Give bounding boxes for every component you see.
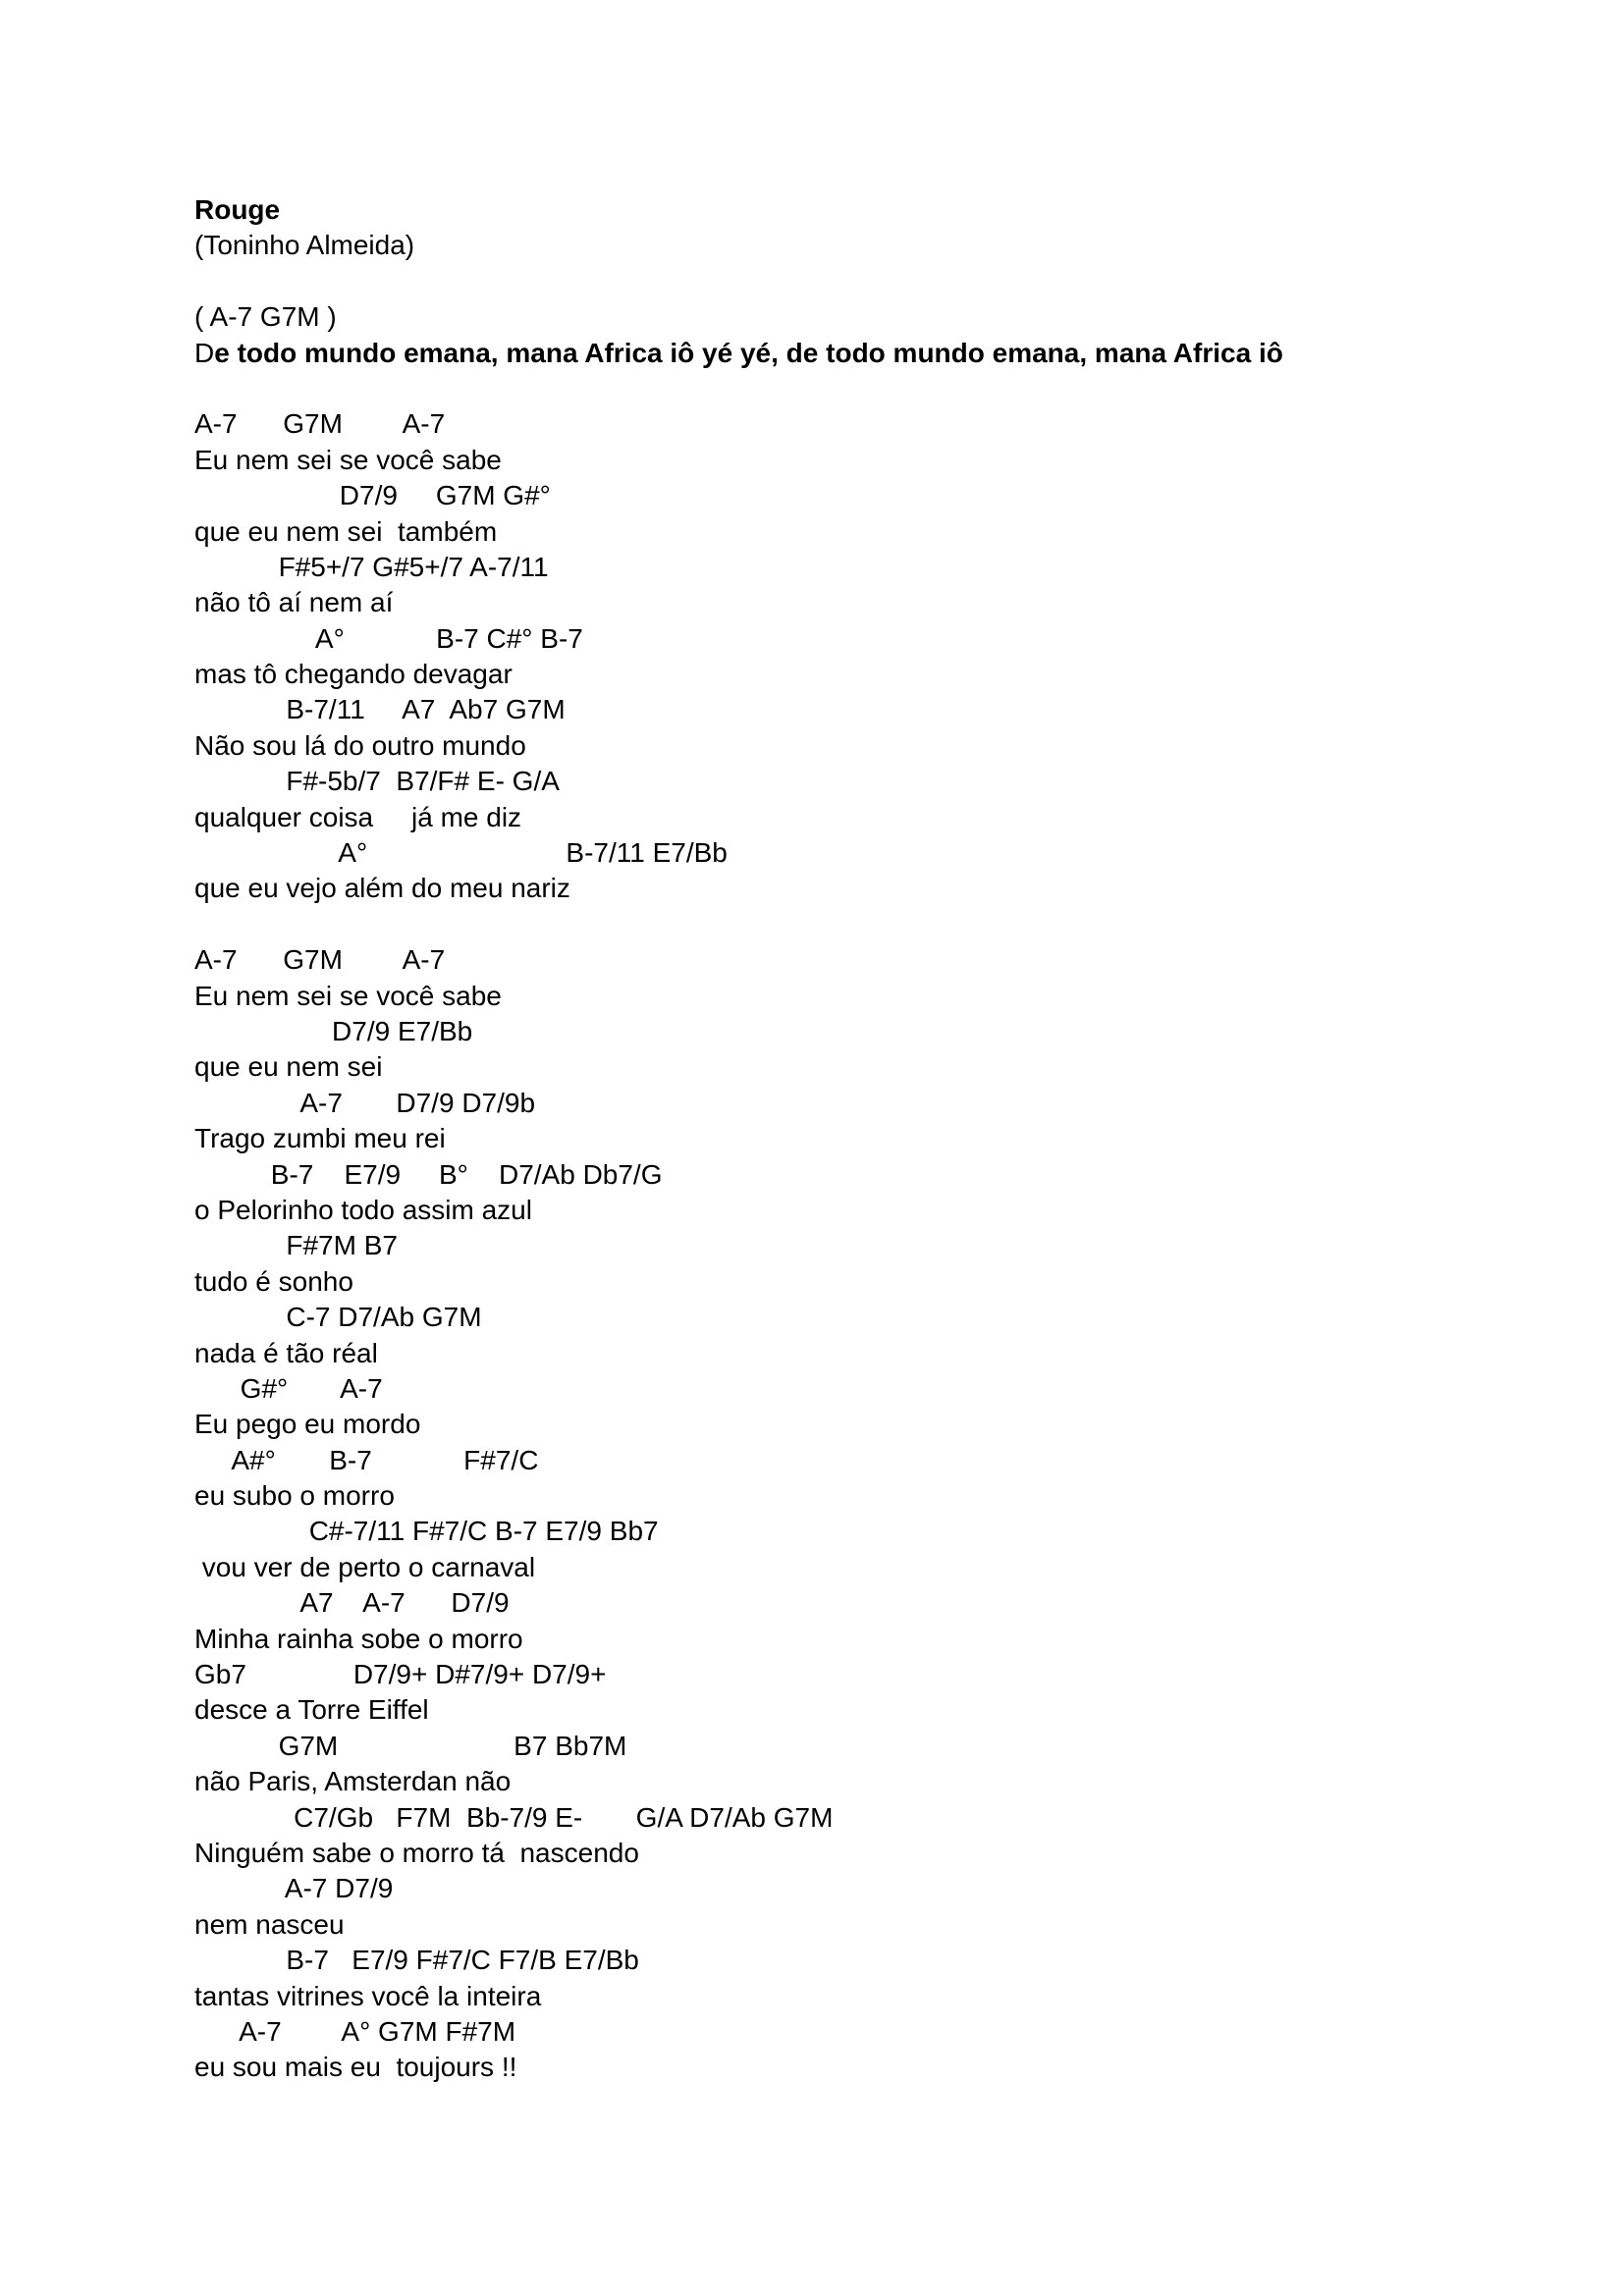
refrain-first-letter: D: [194, 337, 215, 368]
chord-line: F#7M B7: [194, 1230, 398, 1261]
chord-line: D7/9 E7/Bb: [194, 1015, 473, 1046]
chord-line: C#-7/11 F#7/C B-7 E7/9 Bb7: [194, 1516, 659, 1547]
lyric-line: eu sou mais eu toujours !!: [194, 2052, 517, 2083]
lyric-line: Eu nem sei se você sabe: [194, 444, 502, 475]
lyric-line: Eu pego eu mordo: [194, 1409, 421, 1440]
lyric-line: desce a Torre Eiffel: [194, 1694, 429, 1726]
lyric-line: vou ver de perto o carnaval: [194, 1551, 536, 1582]
chord-line: A-7 A° G7M F#7M: [194, 2015, 516, 2047]
refrain-text: e todo mundo emana, mana Africa iô yé yé, de todo mundo emana, mana Africa iô: [214, 337, 1283, 368]
chord-sheet: [194, 192, 1569, 2086]
chord-line: A-7 D7/9 D7/9b: [194, 1087, 536, 1118]
chord-line: G7M B7 Bb7M: [194, 1730, 627, 1761]
lyric-line: nem nasceu: [194, 1908, 345, 1940]
intro-chords: ( A-7 G7M ): [194, 301, 337, 333]
lyric-line: o Pelorinho todo assim azul: [194, 1194, 532, 1225]
song-author: (Toninho Almeida): [194, 230, 415, 261]
chord-line: A-7 G7M A-7: [194, 944, 446, 976]
lyric-line: tantas vitrines você la inteira: [194, 1980, 542, 2011]
chord-line: B-7 E7/9 B° D7/Ab Db7/G: [194, 1158, 663, 1190]
spacer: [194, 264, 1569, 299]
lyric-line: eu subo o morro: [194, 1480, 395, 1512]
chord-line: C-7 D7/Ab G7M: [194, 1302, 482, 1333]
chord-line: A-7 D7/9: [194, 1873, 394, 1904]
chord-line: A° B-7 C#° B-7: [194, 622, 583, 654]
chord-line: A#° B-7 F#7/C: [194, 1444, 539, 1475]
chord-line: A° B-7/11 E7/Bb: [194, 837, 728, 869]
lyric-line: mas tô chegando devagar: [194, 659, 513, 690]
chord-line: F#5+/7 G#5+/7 A-7/11: [194, 551, 549, 582]
lyric-line: que eu nem sei: [194, 1051, 383, 1083]
verse-2: [194, 942, 1569, 2086]
lyric-line: Trago zumbi meu rei: [194, 1123, 446, 1154]
chord-line: B-7/11 A7 Ab7 G7M: [194, 694, 566, 725]
chord-line: G#° A-7: [194, 1372, 383, 1404]
lyric-line: Não sou lá do outro mundo: [194, 729, 526, 761]
lyric-line: não tô aí nem aí: [194, 587, 394, 618]
chord-line: B-7 E7/9 F#7/C F7/B E7/Bb: [194, 1945, 639, 1976]
lyric-line: Minha rainha sobe o morro: [194, 1623, 523, 1654]
chord-line: A-7 G7M A-7: [194, 408, 446, 440]
verse-1: [194, 406, 1569, 906]
lyric-line: que eu nem sei também: [194, 515, 498, 547]
chord-line: D7/9 G7M G#°: [194, 480, 551, 511]
spacer: [194, 907, 1569, 942]
chord-line: C7/Gb F7M Bb-7/9 E- G/A D7/Ab G7M: [194, 1801, 834, 1833]
lyric-line: tudo é sonho: [194, 1265, 353, 1297]
spacer: [194, 371, 1569, 406]
song-title: Rouge: [194, 194, 281, 225]
refrain-line: [194, 336, 1569, 371]
chord-line: F#-5b/7 B7/F# E- G/A: [194, 766, 560, 797]
lyric-line: Eu nem sei se você sabe: [194, 980, 502, 1011]
lyric-line: nada é tão réal: [194, 1337, 378, 1368]
lyric-line: que eu vejo além do meu nariz: [194, 873, 570, 904]
lyric-line: Ninguém sabe o morro tá nascendo: [194, 1837, 639, 1868]
lyric-line: qualquer coisa já me diz: [194, 801, 522, 832]
lyric-line: não Paris, Amsterdan não: [194, 1766, 512, 1797]
chord-line: A7 A-7 D7/9: [194, 1587, 510, 1619]
chord-line: Gb7 D7/9+ D#7/9+ D7/9+: [194, 1659, 607, 1690]
